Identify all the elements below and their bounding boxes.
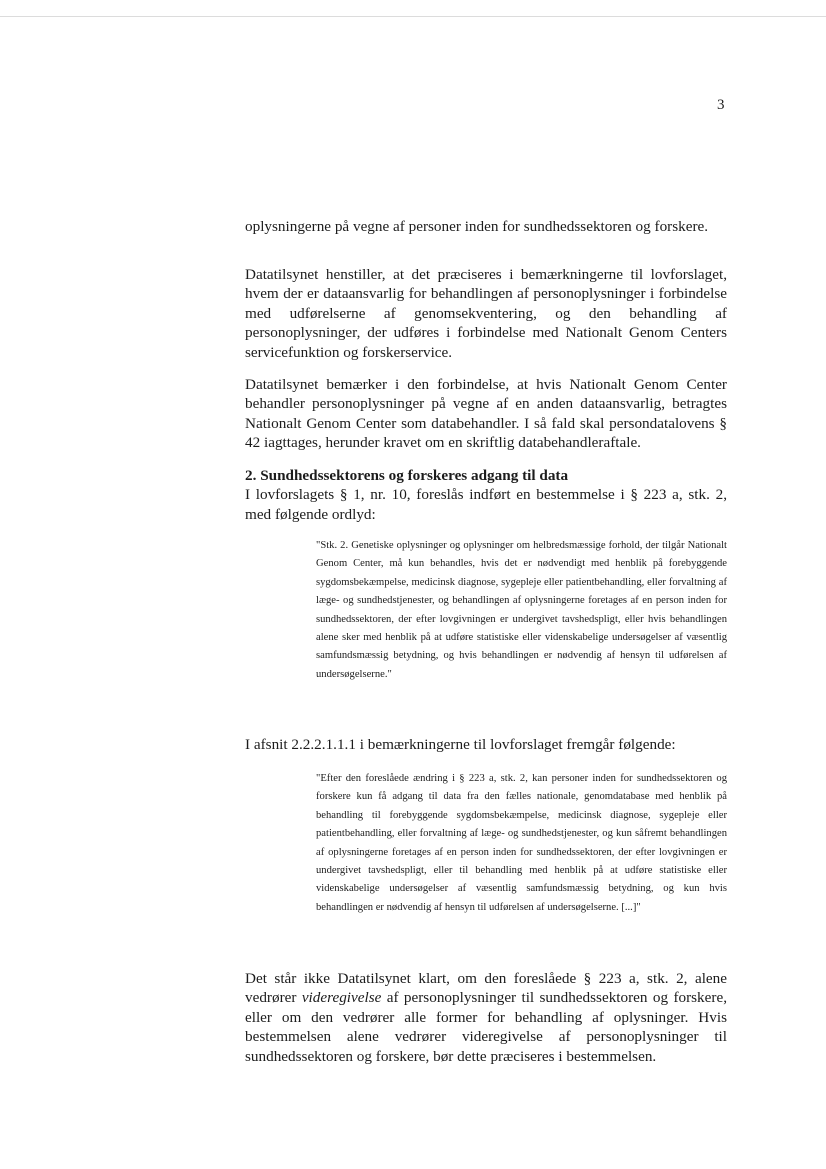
closing-italic-term: videregivelse <box>301 989 382 1007</box>
closing-text-after: af personoplysninger til sundhedssektoren og forskere, eller om den vedrører alle former for behandling af oplysninger. Hvis bestemmelsen alene vedrører videregivelse af personoplysninger til sundhedssektoren og forskere, bør dette præciseres i bestemmelsen. <box>245 989 727 1065</box>
paragraph-data-processor: Datatilsynet bemærker i den forbindelse, at hvis Nationalt Genom Center behandler personoplysninger på vegne af en anden dataansvarlig, betragtes Nationalt Genom Center som databehandler. I så fald skal persondatalovens § 42 iagttages, herunder kravet om en skriftlig databehandleraftale. <box>245 376 727 452</box>
paragraph-section-reference: I afsnit 2.2.2.1.1.1 i bemærkningerne til lovforslaget fremgår følgende: <box>245 736 676 753</box>
section-intro: I lovforslagets § 1, nr. 10, foreslås indført en bestemmelse i § 223 a, stk. 2, med følgende ordlyd: <box>245 486 727 523</box>
paragraph-continuation: oplysningerne på vegne af personer inden for sundhedssektoren og forskere. <box>245 218 709 235</box>
closing-text-before: Det står ikke Datatilsynet klart, om den foreslåede § 223 a, stk. 2, alene vedrører <box>245 970 727 1007</box>
block-quote-remarks: "Efter den foreslåede ændring i § 223 a, stk. 2, kan personer inden for sundhedssektoren og forskere kun få adgang til data fra den fælles nationale, genomdatabase med henblik på behandling til forebyggende sygdomsbekæmpelse, medicinsk diagnose, sygepleje eller patientbehandling, eller forvaltning af læge- og sundhedstjenester, og kun såfremt behandlingen af oplysningerne foretages af en person inden for sundhedssektoren, der efter lovgivningen er undergivet tavshedspligt, eller til behandling med henblik på at udføre statistiske eller videnskabelige undersøgelser af væsentlig samfundsmæssig betydning, og kun hvis behandlingen er nødvendig af hensyn til udførelsen af undersøgelserne. [...]" <box>316 773 727 913</box>
paragraph-data-controller: Datatilsynet henstiller, at det præciseres i bemærkningerne til lovforslaget, hvem der er dataansvarlig for behandlingen af personoplysninger i forbindelse med udførelserne af genomsekventering, og den behandling af personoplysninger, der udføres i forbindelse med Nationalt Genom Centers servicefunktion og forskerservice. <box>245 266 727 361</box>
paragraph-closing <box>245 969 727 1066</box>
block-quote-bill-text: "Stk. 2. Genetiske oplysninger og oplysninger om helbredsmæssige forhold, der tilgår Nationalt Genom Center, må kun behandles, hvis det er nødvendigt med henblik på forebyggende sygdomsbekæmpelse, medicinsk diagnose, sygepleje eller patientbehandling, eller forvaltning af læge- og sundhedstjenester, og behandlingen af oplysningerne foretages af en person inden for sundhedssektoren, der efter lovgivningen er undergivet tavshedspligt, eller hvis behandlingen alene sker med henblik på at udføre statistiske eller videnskabelige undersøgelser af væsentlig samfundsmæssig betydning, og hvis behandlingen er nødvendig af hensyn til udførelsen af undersøgelserne." <box>316 540 727 680</box>
section-heading: 2. Sundhedssektorens og forskeres adgang til data <box>245 467 569 484</box>
page-number: 3 <box>717 97 725 113</box>
scan-edge-line <box>0 16 826 17</box>
section-2 <box>245 466 727 524</box>
